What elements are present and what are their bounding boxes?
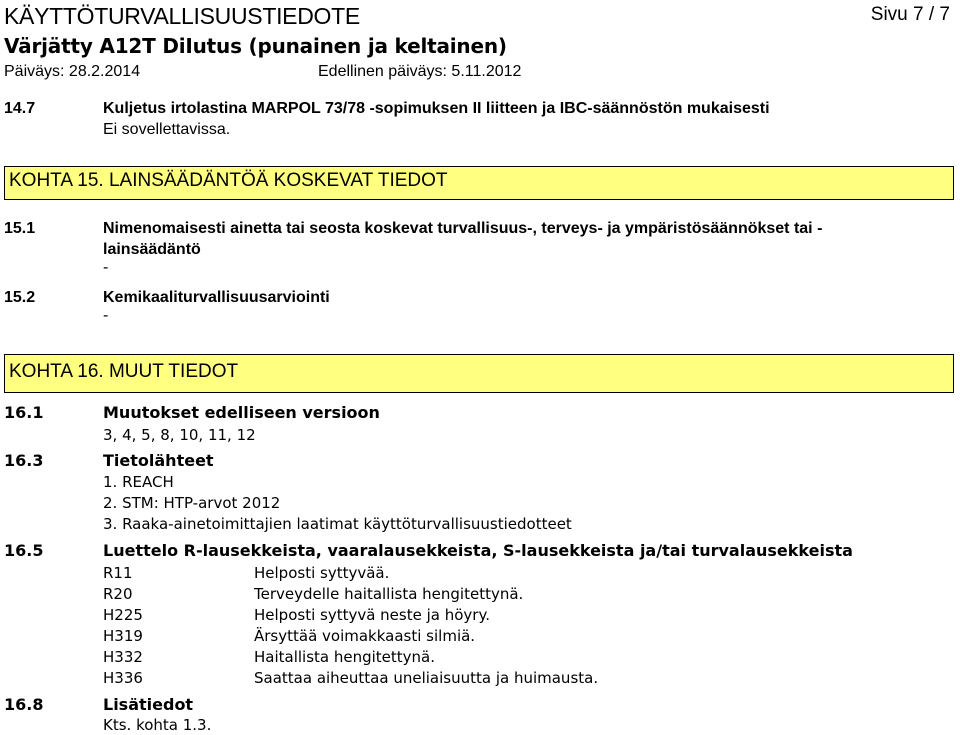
subsection-text: Ei sovellettavissa. bbox=[103, 121, 231, 138]
subsection-number: 16.5 bbox=[4, 541, 44, 560]
phrase-code: H332 bbox=[103, 648, 143, 666]
issue-date: Päiväys: 28.2.2014 bbox=[4, 63, 141, 80]
subsection-number: 14.7 bbox=[4, 100, 36, 117]
source-item: 2. STM: HTP-arvot 2012 bbox=[103, 494, 281, 512]
phrase-code: H336 bbox=[103, 669, 143, 687]
subsection-number: 15.2 bbox=[4, 289, 36, 306]
previous-date: Edellinen päiväys: 5.11.2012 bbox=[318, 63, 522, 80]
subsection-title: Muutokset edelliseen versioon bbox=[103, 403, 380, 422]
section-15-heading bbox=[4, 166, 954, 200]
subsection-title: Nimenomaisesti ainetta tai seosta koskevat turvallisuus-, terveys- ja ympäristösäännökset tai - bbox=[103, 220, 823, 237]
phrase-code: H319 bbox=[103, 627, 143, 645]
phrase-text: Helposti syttyvä neste ja höyry. bbox=[254, 606, 490, 624]
phrase-code: R11 bbox=[103, 564, 133, 582]
subsection-title: Tietolähteet bbox=[103, 451, 214, 470]
page-number: Sivu 7 / 7 bbox=[870, 4, 950, 25]
subsection-number: 16.3 bbox=[4, 451, 44, 470]
subsection-title: Lisätiedot bbox=[103, 695, 194, 714]
subsection-text: 3, 4, 5, 8, 10, 11, 12 bbox=[103, 426, 256, 444]
document-title: KÄYTTÖTURVALLISUUSTIEDOTE bbox=[4, 3, 360, 29]
subsection-title: Kemikaaliturvallisuusarviointi bbox=[103, 289, 330, 306]
source-item: 3. Raaka-ainetoimittajien laatimat käyttöturvallisuustiedotteet bbox=[103, 515, 572, 533]
subsection-text: Kts. kohta 1.3. bbox=[103, 716, 212, 734]
subsection-number: 16.1 bbox=[4, 403, 44, 422]
phrase-code: H225 bbox=[103, 606, 143, 624]
section-heading-text: KOHTA 16. MUUT TIEDOT bbox=[9, 361, 239, 382]
phrase-text: Terveydelle haitallista hengitettynä. bbox=[254, 585, 524, 603]
phrase-text: Ärsyttää voimakkaasti silmiä. bbox=[254, 627, 476, 645]
subsection-value: - bbox=[103, 259, 109, 276]
subsection-title-continued: lainsäädäntö bbox=[103, 241, 201, 258]
phrase-text: Helposti syttyvää. bbox=[254, 564, 390, 582]
phrase-text: Saattaa aiheuttaa uneliaisuutta ja huimausta. bbox=[254, 669, 599, 687]
subsection-title: Luettelo R-lausekkeista, vaaralausekkeista, S-lausekkeista ja/tai turvalausekkeista bbox=[103, 541, 853, 560]
section-heading-text: KOHTA 15. LAINSÄÄDÄNTÖÄ KOSKEVAT TIEDOT bbox=[9, 170, 448, 191]
subsection-number: 16.8 bbox=[4, 695, 44, 714]
source-item: 1. REACH bbox=[103, 473, 174, 491]
phrase-code: R20 bbox=[103, 585, 133, 603]
section-16-heading bbox=[4, 354, 954, 393]
product-name: Värjätty A12T DiIutus (punainen ja keltainen) bbox=[4, 34, 507, 58]
subsection-title: Kuljetus irtolastina MARPOL 73/78 -sopimuksen II liitteen ja IBC-säännöstön mukaisesti bbox=[103, 100, 770, 117]
phrase-text: Haitallista hengitettynä. bbox=[254, 648, 436, 666]
subsection-value: - bbox=[103, 307, 109, 324]
subsection-number: 15.1 bbox=[4, 220, 36, 237]
